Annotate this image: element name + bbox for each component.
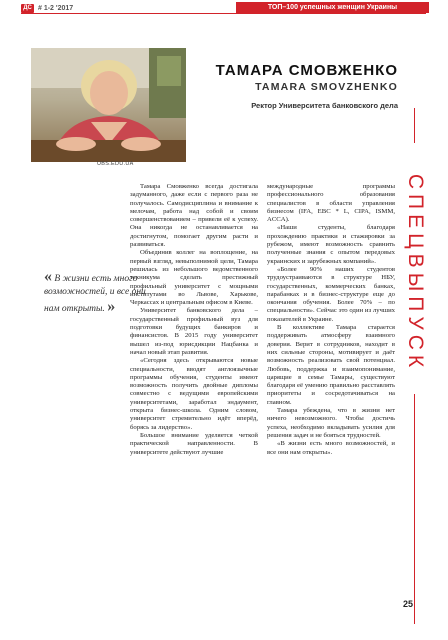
paragraph: международные программы профессионального образования специалистов в области управления бизнесом (IFA, EBC * L, CIPA, ISMM, ACCA).: [267, 183, 395, 224]
article-column-2: [267, 183, 395, 457]
paragraph: «Наши студенты, благодаря прохождению практики и стажировки за рубежом, имеют возможность сравнить полученные знания с опытом передовых украинских и зарубежных компаний».: [267, 224, 395, 265]
person-name-ru: ТАМАРА СМОВЖЕНКО: [215, 62, 398, 79]
series-title: ТОП–100 успешных женщин Украины: [236, 2, 429, 13]
paragraph: Большое внимание уделяется четкой практической направленности. В университете действуют лучшие: [130, 431, 258, 456]
quote-open-mark: «: [44, 268, 52, 285]
photo-credit: UBS.EDU.UA: [97, 161, 134, 167]
paragraph: В коллективе Тамара старается поддерживать атмосферу взаимного доверия. Верит в сотрудников, находит в них сильные стороны, мотивирует и даёт возможность реализовать свой потенциал. Любовь, поддержка и взаимопонимание, царящие в семье Тамары, существуют благодаря её умению правильно расставлять приоритеты и сосредотачиваться на главном.: [267, 324, 395, 406]
person-name-en: TAMARA SMOVZHENKO: [255, 81, 398, 93]
portrait-photo: [31, 48, 186, 162]
page-header: [0, 0, 448, 16]
paragraph: Университет банковского дела – государственный профильный вуз для подготовки будущих банкиров и финансистов. В 2015 году университет вышел из-под юрисдикции Нацбанка и начал новый этап развития.: [130, 307, 258, 356]
article-column-1: [130, 183, 258, 457]
section-label-text: СПЕЦВЫПУСК: [404, 173, 427, 373]
quote-close-mark: »: [107, 298, 116, 315]
header-rule: [21, 13, 426, 14]
page-number: 25: [403, 599, 414, 609]
side-rule-top: [414, 108, 415, 143]
magazine-logo: ДС: [21, 4, 34, 13]
paragraph: «Более 90% наших студентов трудоустраиваются в структуре НБУ, государственных, коммерческих банках, парабанках и в бизнес-структуре еще до окончания обучения. Более 70% – по специальности». Сейчас это один из лучших показателей в Украине.: [267, 265, 395, 323]
person-role: Ректор Университета банковского дела: [251, 101, 398, 110]
side-rule-bottom: [414, 394, 415, 624]
paragraph: «Сегодня здесь открываются новые специальности, вводят англоязычные программы обучения, студенты имеют возможность получить двойные дипломы совместно с ведущими европейскими университетами, заработал эндаумент, открыта бизнес-школа. Одним словом, университет стремительно идёт вперёд, борясь за лидерство».: [130, 357, 258, 431]
paragraph: Тамара Смовженко всегда достигала задуманного, даже если с первого раза не получалось. Самодисциплина и внимание к мелочам, работа над собой и своим совершенствованием – привели её к успеху. Она никогда не останавливается на достигнутом, помогает другим расти и развиваться.: [130, 183, 258, 249]
issue-number: # 1-2 '2017: [38, 5, 74, 12]
pull-quote-text: В жизни есть много возможностей, и все они нам открыты.: [44, 274, 146, 314]
paragraph: Тамара убеждена, что в жизни нет ничего невозможного. Чтобы достичь успеха, необходимо вкладывать усилия для решения задач и не бояться трудностей.: [267, 407, 395, 439]
paragraph: «В жизни есть много возможностей, и все они нам открыты».: [267, 440, 395, 456]
paragraph: Объединив коллег на воплощение, на первый взгляд, невыполнимой цели, Тамара решилась из небольшого ведомственного техникума сделать престижный профильный университет с мощными институтами во Львове, Харькове, Черкассах и центральным офисом в Киеве.: [130, 249, 258, 307]
section-label: [395, 168, 435, 378]
